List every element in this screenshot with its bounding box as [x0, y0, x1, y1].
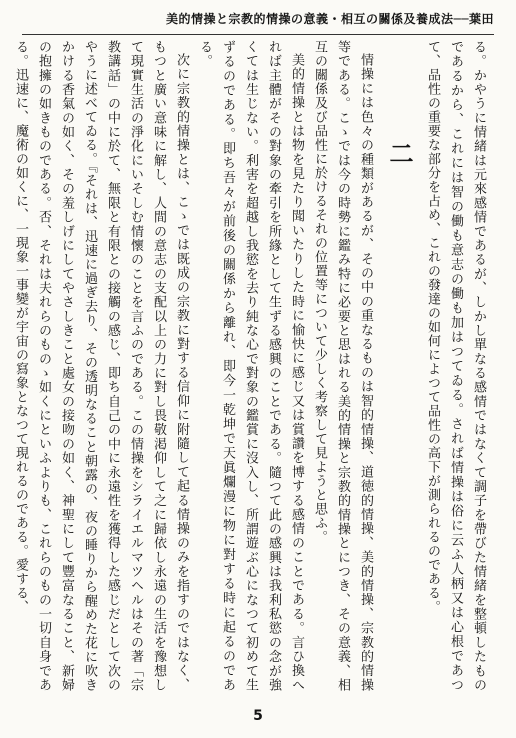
running-title: 美的情操と宗教的情操の意義・相互の關係及養成法──葉田	[166, 12, 494, 26]
page-number: 5	[253, 708, 263, 724]
body-text	[13, 40, 490, 692]
running-header	[22, 8, 494, 35]
section-heading: 二	[385, 140, 414, 165]
paragraph: る。かやうに情緒は元來感情であるが、しかし單なる感情ではなくて調子を帶びた情緒を整頓したものであるから、これには智の働も意志の働も加はつてゐる。されば情操は俗に云ふ人柄又は心根であつて、品性の重要な部分を占め、これの發達の如何によつて品性の高下が測られるのである。	[425, 40, 486, 692]
paragraph: 美的情操とは物を見たり聞いたりした時に愉快に感じ又は賞讚を博する感情のことである。言ひ換へれば主體がその對象の牽引を所緣として生ずる感興のことである。隨つて此の感興は我利私慾の念が強くては生じない。利害を超越し我慾を去り純な心で對象の鑑賞に沒入し、所謂遊ぶ心になつて初めて生ずるのである。即ち吾々が前後の關係から離れ、即今一乾坤で天眞爛漫に物に對する時に起るのである。	[197, 40, 304, 692]
paragraph: 情操には色々の種類があるが、その中の重なるものは智的情操、道徳的情操、美的情操、宗教的情操等である。こゝでは今の時勢に鑑み特に必要と思はれる美的情操と宗教的情操とにつき、その意義、相互の關係及び品性に於けるそれの位置等について少しく考察して見ようと思ふ。	[312, 40, 373, 692]
paragraph: 次に宗教的情操とは、こゝでは既成の宗教に對する信仰に附隨して起る情操のみを指すのではなく、もつと廣い意味に解し、人間の意志の支配以上の力に對し畏敬渇仰して之に歸依し永遠の生活を豫想して現實生活の淨化にいそしむ情懷のことを言ふのである。この情操をシライエルマツヘルはその著「宗教講話」の中に於て、無限と有限との接觸の感じ、即ち自己の中に永遠性を獲得した感じだとして次のやうに述べてゐる。『それは、迅速に過ぎ去り、その透明なること朝露の、夜の睡りから醒めた花に吹きかける香氣の如く、その羞しげにしてやさしきこと處女の接吻の如く、神聖にして豐富なること、新婦の抱擁の如きものである。否、それは夫れらのものゝ如くにといふよりも、これらのもの一切自身である。迅速に、魔術の如くに、一現象一事變が宇宙の寫象となつて現れるのである。愛する、	[13, 40, 189, 692]
